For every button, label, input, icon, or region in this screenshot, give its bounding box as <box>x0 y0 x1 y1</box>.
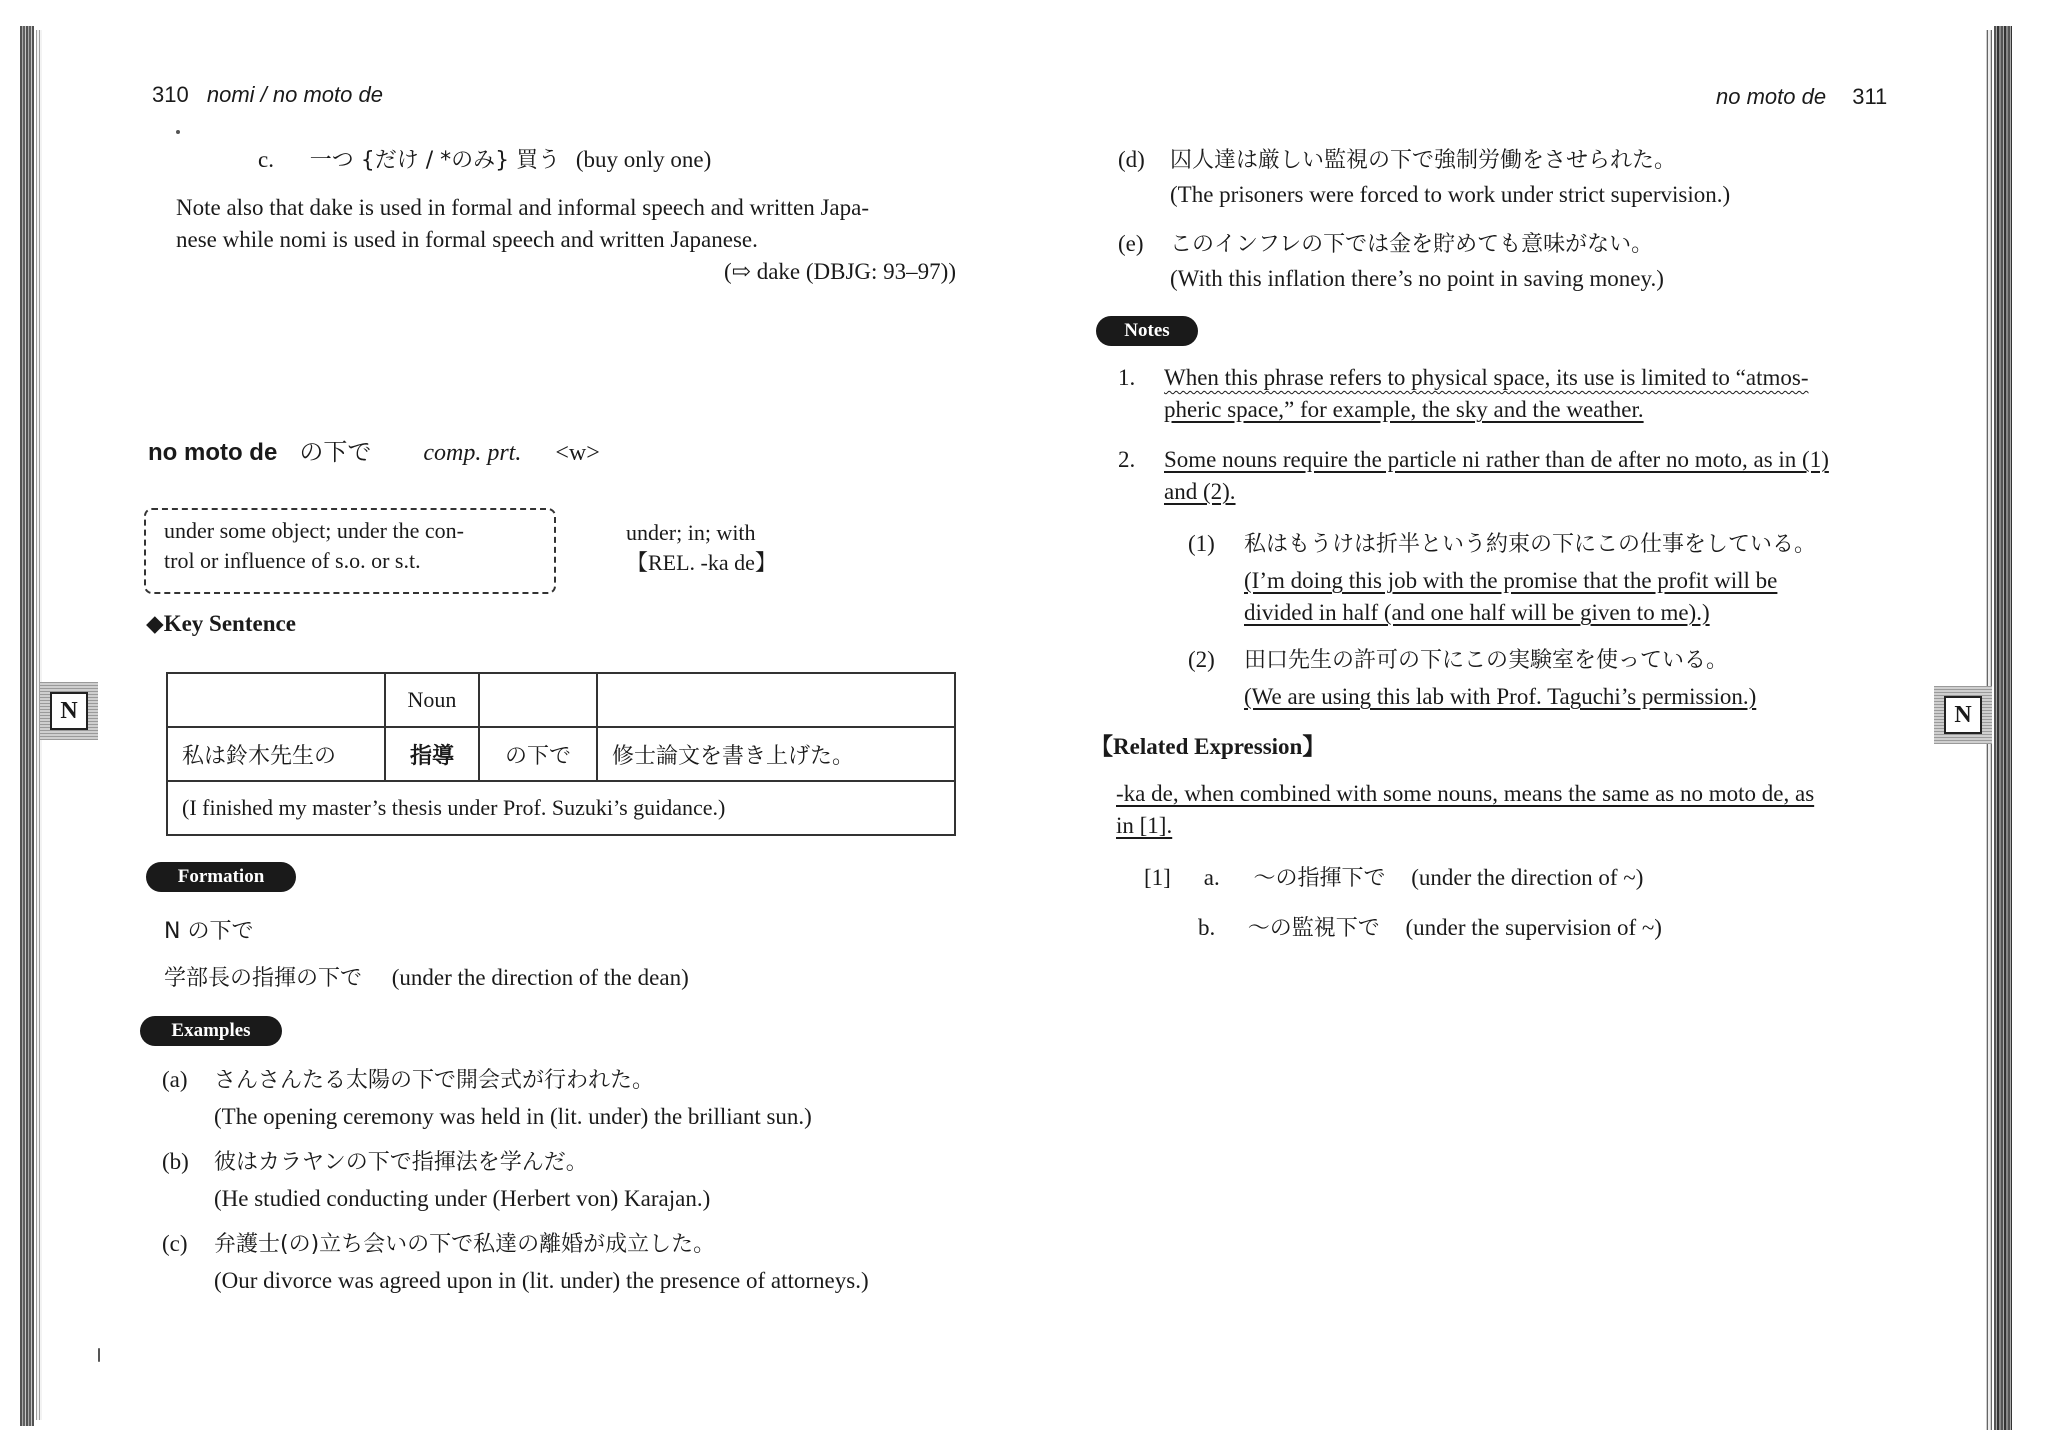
scan-speck <box>98 1348 100 1362</box>
running-title-right: no moto de <box>1716 84 1827 109</box>
entry-heading <box>148 432 600 467</box>
example-a-label: (a) <box>162 1067 188 1092</box>
related-line-2: in [1]. <box>1116 813 1173 838</box>
related-expression-text <box>1116 778 1916 842</box>
formation-badge: Formation <box>146 862 296 892</box>
related-b-japanese: ～の監視下で <box>1247 916 1380 941</box>
example-b <box>162 1146 710 1215</box>
example-d-japanese: 囚人達は厳しい監視の下で強制労働をさせられた。 <box>1170 148 1677 173</box>
note-2-number: 2. <box>1118 447 1136 472</box>
note-1-number: 1. <box>1118 365 1136 390</box>
table-cell-noun: 指導 <box>385 727 479 781</box>
item-c-english: (buy only one) <box>575 147 712 172</box>
note-2-line-2: and (2). <box>1164 479 1236 504</box>
note-line-1: Note also that dake is used in formal and informal speech and written Japa- <box>176 195 869 220</box>
part-of-speech: comp. prt. <box>423 440 522 466</box>
note-1-line-2: pheric space,” for example, the sky and the weather. <box>1164 397 1644 422</box>
thumb-tab-left-letter: N <box>50 692 88 730</box>
example-b-label: (b) <box>162 1149 189 1174</box>
thumb-tab-right-letter: N <box>1944 696 1982 734</box>
item-c <box>258 144 711 177</box>
sub-2-english: (We are using this lab with Prof. Taguchi’s permission.) <box>1244 684 1757 709</box>
example-a-japanese: さんさんたる太陽の下で開会式が行われた。 <box>214 1068 655 1093</box>
example-a <box>162 1064 812 1133</box>
example-a-english: (The opening ceremony was held in (lit. under) the brilliant sun.) <box>214 1104 812 1129</box>
scan-speck <box>176 130 180 134</box>
page-number-right: 311 <box>1852 84 1888 109</box>
example-d-english: (The prisoners were forced to work under strict supervision.) <box>1170 182 1731 207</box>
note-1-line-1: When this phrase refers to physical space, its use is limited to “atmos- <box>1164 365 1809 390</box>
table-cell-predicate: 修士論文を書き上げた。 <box>597 727 955 781</box>
formation-pattern: N の下で <box>164 919 254 944</box>
item-c-label: c. <box>258 147 274 172</box>
key-sentence-heading: ◆Key Sentence <box>146 611 296 636</box>
note-2 <box>1118 444 1938 508</box>
definition-box <box>144 508 556 594</box>
related-a-japanese: ～の指揮下で <box>1253 866 1386 891</box>
thumb-tab-left <box>40 682 98 740</box>
sub-2-japanese: 田口先生の許可の下にこの実験室を使っている。 <box>1244 648 1729 673</box>
related-group-label: [1] <box>1144 865 1171 890</box>
sub-1-english-line-1: (I’m doing this job with the promise that the profit will be <box>1244 568 1778 593</box>
table-cell-particle: の下で <box>479 727 597 781</box>
formation-example-english: (under the direction of the dean) <box>391 965 689 990</box>
related-a-english: (under the direction of ~) <box>1411 865 1644 890</box>
sub-1-label: (1) <box>1188 531 1215 556</box>
example-c-english: (Our divorce was agreed upon in (lit. under) the presence of attorneys.) <box>214 1268 869 1293</box>
headword-japanese: の下で <box>299 438 372 466</box>
formation-example <box>164 962 689 995</box>
example-e-japanese: このインフレの下では金を貯めても意味がない。 <box>1170 232 1654 257</box>
example-c <box>162 1228 869 1297</box>
examples-badge: Examples <box>140 1016 282 1046</box>
definition-line-1: under some object; under the con- <box>164 518 464 543</box>
example-c-label: (c) <box>162 1231 188 1256</box>
example-b-japanese: 彼はカラヤンの下で指揮法を学んだ。 <box>214 1150 588 1175</box>
table-header-noun: Noun <box>385 673 479 727</box>
note-1 <box>1118 362 1918 426</box>
notes-badge: Notes <box>1096 316 1198 346</box>
example-c-japanese: 弁護士(の)立ち会いの下で私達の離婚が成立した。 <box>214 1232 716 1257</box>
related-example-b <box>1198 912 1662 945</box>
table-translation: (I finished my master’s thesis under Prof. Suzuki’s guidance.) <box>167 781 955 835</box>
sub-2-label: (2) <box>1188 647 1215 672</box>
formation-example-japanese: 学部長の指揮の下で <box>164 966 363 991</box>
binding-edge-left <box>20 26 34 1426</box>
note-2-line-1: Some nouns require the particle ni rather than de after no moto, as in (1) <box>1164 447 1829 472</box>
related-example-a <box>1144 862 1643 895</box>
definition-line-2: trol or influence of s.o. or s.t. <box>164 548 421 573</box>
note-line-2: nese while nomi is used in formal speech and written Japanese. <box>176 227 758 252</box>
running-title-left: nomi / no moto de <box>206 82 383 107</box>
thumb-tab-right <box>1934 686 1992 744</box>
example-e <box>1118 228 1664 295</box>
example-e-label: (e) <box>1118 231 1144 256</box>
gloss-line-1: under; in; with <box>626 520 756 545</box>
related-b-english: (under the supervision of ~) <box>1405 915 1662 940</box>
related-b-label: b. <box>1198 915 1216 940</box>
example-e-english: (With this inflation there’s no point in saving money.) <box>1170 266 1664 291</box>
table-cell-subject: 私は鈴木先生の <box>167 727 385 781</box>
sub-1-english-line-2: divided in half (and one half will be given to me).) <box>1244 600 1710 625</box>
related-line-1: -ka de, when combined with some nouns, means the same as no moto de, as <box>1116 781 1815 806</box>
left-page-header <box>152 82 383 108</box>
right-page-header <box>1716 84 1887 110</box>
item-c-japanese: 一つ {だけ / *のみ} 買う <box>309 148 561 173</box>
example-b-english: (He studied conducting under (Herbert von) Karajan.) <box>214 1186 711 1211</box>
note-paragraph <box>176 192 956 288</box>
note-2-sub-1 <box>1188 528 1928 629</box>
note-2-sub-2 <box>1188 644 1928 713</box>
binding-edge-right <box>1994 26 2012 1430</box>
sub-1-japanese: 私はもうけは折半という約束の下にこの仕事をしている。 <box>1244 532 1817 557</box>
register-tag: <w> <box>555 440 600 466</box>
gloss <box>626 518 777 578</box>
key-sentence-table <box>166 672 956 836</box>
example-d <box>1118 144 1730 211</box>
related-a-label: a. <box>1203 865 1220 890</box>
note-xref: (⇨ dake (DBJG: 93–97)) <box>724 259 956 284</box>
related-expression-heading: 【Related Expression】 <box>1090 734 1326 759</box>
headword: no moto de <box>148 439 278 466</box>
gloss-line-2: 【REL. -ka de】 <box>626 550 777 575</box>
example-d-label: (d) <box>1118 147 1145 172</box>
page-number-left: 310 <box>152 82 189 107</box>
